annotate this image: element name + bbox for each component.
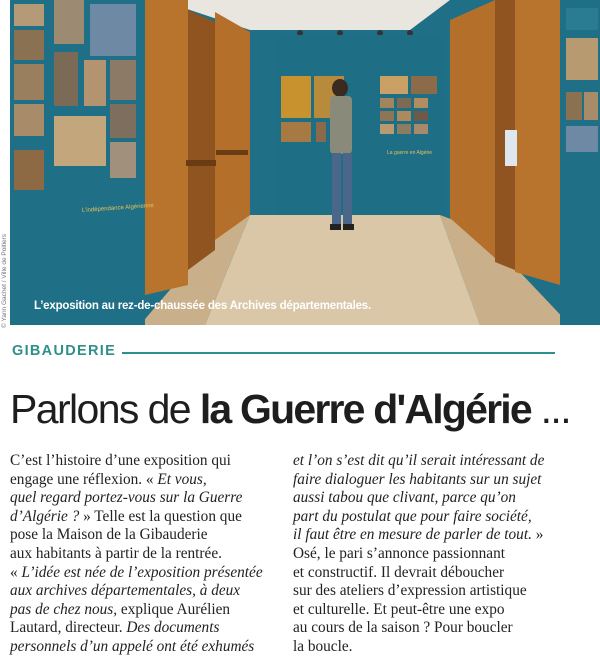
body-text-line (293, 638, 555, 657)
body-text: au cours de la saison ? Pour boucler (293, 619, 513, 637)
body-text: la boucle. (293, 637, 353, 655)
wall-sign-left: L’indépendance Algérienne (81, 202, 155, 214)
exhibition-room-illustration (10, 0, 600, 325)
body-text-line (10, 452, 272, 471)
body-text-line (10, 601, 272, 620)
body-text-line (10, 582, 272, 601)
body-text: et culturelle. Et peut-être une expo (293, 600, 505, 618)
body-text-line (293, 545, 555, 564)
body-text: « (10, 563, 22, 581)
body-text: Lautard, directeur. (10, 619, 127, 637)
wall-sign-center: La guerre en Algérie (387, 150, 433, 156)
body-text-italic: part du postulat que pour faire société, (293, 507, 532, 525)
body-text: Osé, le pari s’annonce passionnant (293, 544, 505, 562)
body-text-line (293, 526, 555, 545)
article-column-left (10, 452, 272, 657)
section-header (10, 340, 555, 364)
body-text: aux habitants à partir de la rentrée. (10, 544, 222, 562)
body-text-line (10, 619, 272, 638)
body-text: » (531, 526, 544, 544)
body-text-line (293, 471, 555, 490)
body-text-line (293, 452, 555, 471)
body-text-line (10, 489, 272, 508)
body-text-italic: aussi tabou que clivant, parce qu’on (293, 489, 516, 507)
body-text: sur des ateliers d’expression artistique (293, 582, 527, 600)
section-label: GIBAUDERIE (12, 343, 117, 359)
body-text-line (293, 601, 555, 620)
headline-prefix: Parlons de (10, 386, 200, 432)
body-text-line (10, 638, 272, 657)
body-text-italic: il faut être en mesure de parler de tout. (293, 526, 532, 544)
body-text-line (293, 489, 555, 508)
body-text-italic: quel regard portez-vous sur la Guerre (10, 489, 243, 507)
body-text-line (293, 564, 555, 583)
body-text-italic: L’idée est née de l’exposition présentée (21, 563, 263, 581)
body-text-italic: aux archives départementales, à deux (10, 582, 241, 600)
body-text: » Telle est la question que (79, 507, 242, 525)
headline-emphasis: la Guerre d'Algérie (199, 386, 531, 432)
body-text-line (293, 582, 555, 601)
body-text-italic: faire dialoguer les habitants sur un sujet (293, 470, 542, 488)
body-text: explique Aurélien (117, 600, 231, 618)
body-text-line (10, 471, 272, 490)
body-text-line (293, 619, 555, 638)
section-divider (122, 352, 555, 354)
body-text-italic: Des documents (126, 619, 220, 637)
headline-suffix: ... (530, 386, 571, 432)
body-text-italic: et l’on s’est dit qu’il serait intéressant de (293, 452, 545, 469)
photo-credit (0, 190, 9, 330)
photo-credit-text: © Yann Gachet / Ville de Poitiers (1, 233, 8, 328)
body-text: et constructif. Il devrait déboucher (293, 563, 505, 581)
body-text-line (10, 508, 272, 527)
body-text-italic: pas de chez nous, (10, 600, 118, 618)
body-text: engage une réflexion. « (10, 470, 158, 488)
body-text-line (293, 508, 555, 527)
body-text-line (10, 545, 272, 564)
exhibition-photo (10, 0, 600, 325)
body-text: C’est l’histoire d’une exposition qui (10, 452, 231, 469)
body-text-italic: Et vous, (157, 470, 207, 488)
body-text-line (10, 526, 272, 545)
article-headline (10, 384, 570, 434)
body-text-italic: d’Algérie ? (10, 507, 80, 525)
body-text: pose la Maison de la Gibauderie (10, 526, 208, 544)
body-text-line (10, 564, 272, 583)
article-column-right (293, 452, 555, 657)
photo-caption: L’exposition au rez-de-chaussée des Archives départementales. (34, 300, 371, 312)
body-text-italic: personnels d’un appelé ont été exhumés (10, 637, 255, 655)
